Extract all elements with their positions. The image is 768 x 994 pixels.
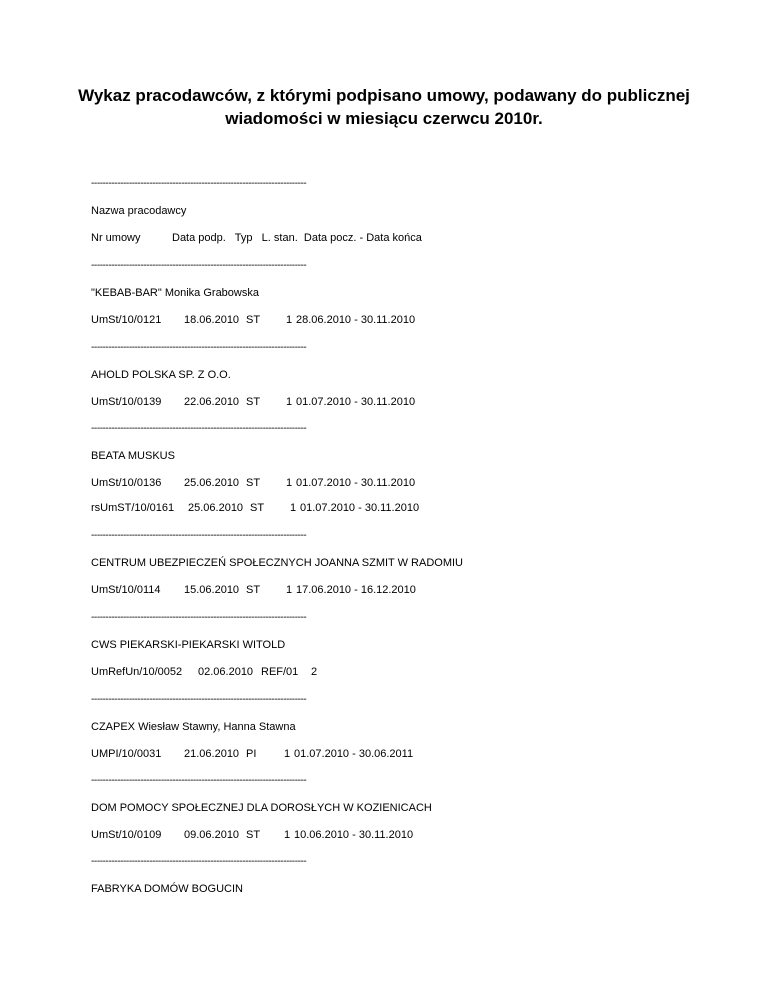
contract-type: ST	[246, 314, 261, 326]
contract-period: 01.07.2010 - 30.06.2011	[294, 748, 414, 760]
employer-name: CZAPEX Wiesław Stawny, Hanna Stawna	[91, 721, 296, 733]
employer-name: DOM POMOCY SPOŁECZNEJ DLA DOROSŁYCH W KOZIENICACH	[91, 802, 432, 814]
contract-count: 2	[311, 666, 318, 678]
separator-line: --------------------------------------------------------------------------	[91, 694, 307, 705]
contract-date: 25.06.2010	[184, 477, 240, 489]
contract-period: 01.07.2010 - 30.11.2010	[296, 396, 416, 408]
header-name-label: Nazwa pracodawcy	[91, 205, 187, 217]
separator-line: --------------------------------------------------------------------------	[91, 260, 307, 271]
separator-line: --------------------------------------------------------------------------	[91, 775, 307, 786]
contract-number: UmRefUn/10/0052	[91, 666, 183, 678]
employer-name: BEATA MUSKUS	[91, 450, 175, 462]
contract-type: PI	[246, 748, 257, 760]
contract-type: ST	[250, 502, 265, 514]
contract-count: 1	[286, 477, 293, 489]
contract-count: 1	[284, 748, 291, 760]
contract-period: 10.06.2010 - 30.11.2010	[294, 829, 414, 841]
contract-period: 01.07.2010 - 30.11.2010	[300, 502, 420, 514]
contract-type: ST	[246, 477, 261, 489]
contract-number: UMPI/10/0031	[91, 748, 162, 760]
employer-name: "KEBAB-BAR" Monika Grabowska	[91, 287, 259, 299]
contract-count: 1	[290, 502, 297, 514]
contract-number: UmSt/10/0139	[91, 396, 162, 408]
contract-type: ST	[246, 396, 261, 408]
contract-period: 01.07.2010 - 30.11.2010	[296, 477, 416, 489]
employer-name: AHOLD POLSKA SP. Z O.O.	[91, 369, 231, 381]
contract-date: 15.06.2010	[184, 584, 240, 596]
separator-line: --------------------------------------------------------------------------	[91, 178, 307, 189]
contract-count: 1	[286, 314, 293, 326]
header-nr-label: Nr umowy	[91, 232, 141, 244]
contract-row	[91, 828, 691, 926]
contract-number: UmSt/10/0121	[91, 314, 162, 326]
contract-type: ST	[246, 829, 261, 841]
contract-date: 18.06.2010	[184, 314, 240, 326]
employer-name: CWS PIEKARSKI-PIEKARSKI WITOLD	[91, 639, 286, 651]
separator-line: --------------------------------------------------------------------------	[91, 530, 307, 541]
separator-line: --------------------------------------------------------------------------	[91, 342, 307, 353]
contract-date: 21.06.2010	[184, 748, 240, 760]
header-columns-row	[91, 231, 691, 287]
contract-date: 22.06.2010	[184, 396, 240, 408]
contract-number: UmSt/10/0136	[91, 477, 162, 489]
contract-type: ST	[246, 584, 261, 596]
header-columns-label: Data podp. Typ L. stan. Data pocz. - Data końca	[172, 232, 422, 244]
separator-line: --------------------------------------------------------------------------	[91, 612, 307, 623]
employer-name: FABRYKA DOMÓW BOGUCIN	[91, 883, 243, 895]
separator-line: --------------------------------------------------------------------------	[91, 856, 307, 867]
separator-line: --------------------------------------------------------------------------	[91, 423, 307, 434]
contract-number: rsUmST/10/0161	[91, 502, 175, 514]
contract-count: 1	[286, 584, 293, 596]
contract-date: 09.06.2010	[184, 829, 240, 841]
contract-type: REF/01	[261, 666, 299, 678]
contract-date: 25.06.2010	[188, 502, 244, 514]
contract-count: 1	[286, 396, 293, 408]
contract-number: UmSt/10/0109	[91, 829, 162, 841]
contract-period: 28.06.2010 - 30.11.2010	[296, 314, 416, 326]
contract-count: 1	[284, 829, 291, 841]
contract-number: UmSt/10/0114	[91, 584, 161, 596]
contract-period: 17.06.2010 - 16.12.2010	[296, 584, 416, 596]
contract-row	[91, 665, 691, 749]
document-title-line-1: Wykaz pracodawców, z którymi podpisano umowy, podawany do publicznej	[78, 86, 690, 105]
employer-name: CENTRUM UBEZPIECZEŃ SPOŁECZNYCH JOANNA SZMIT W RADOMIU	[91, 557, 463, 569]
document-title-line-2: wiadomości w miesiącu czerwcu 2010r.	[225, 109, 543, 128]
contract-date: 02.06.2010	[198, 666, 254, 678]
